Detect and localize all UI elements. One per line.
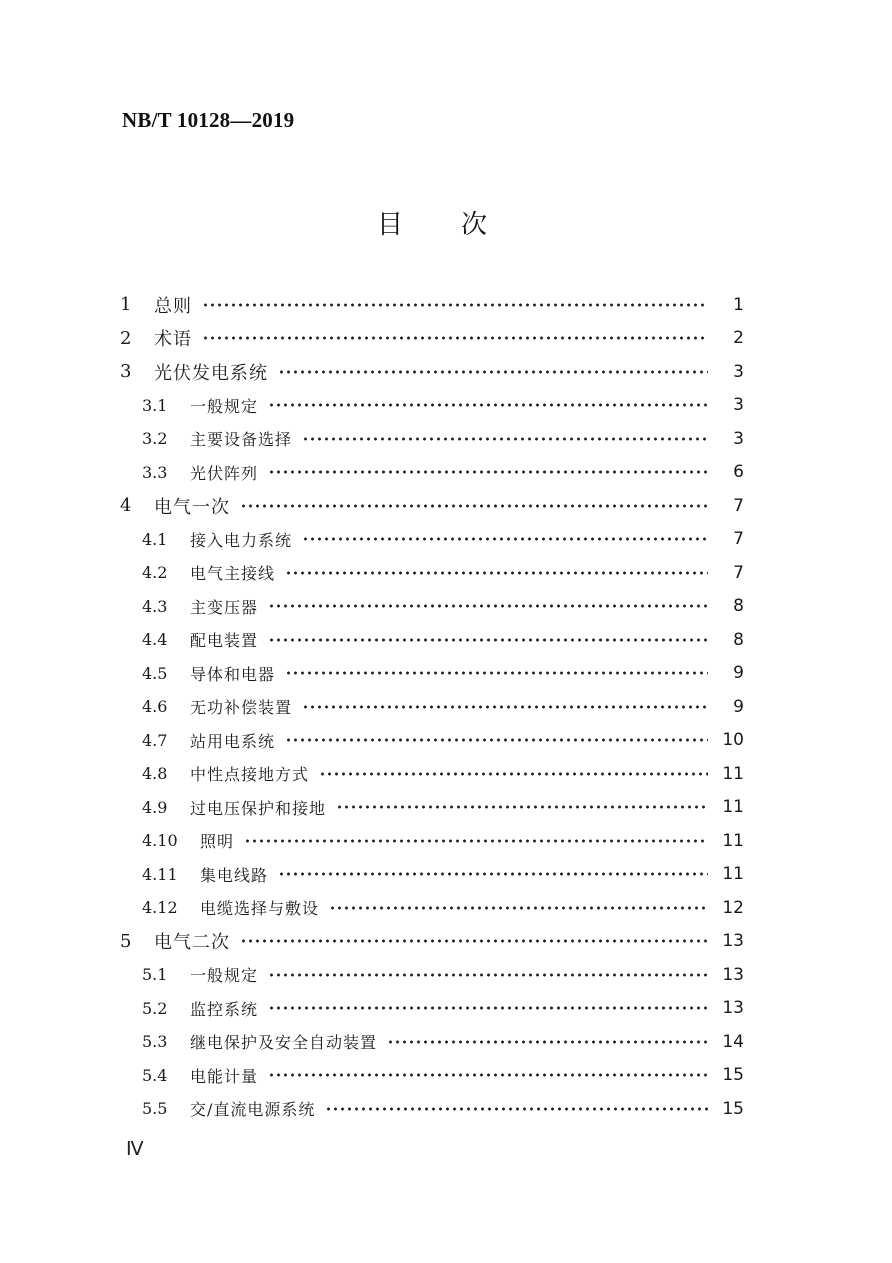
toc-entry[interactable] xyxy=(118,556,744,590)
toc-dot-leader xyxy=(268,469,708,475)
toc-dot-leader xyxy=(336,804,708,810)
toc-entry-label: 过电压保护和接地 xyxy=(190,798,327,818)
toc-entry-label: 配电装置 xyxy=(190,631,259,651)
toc-entry-label: 照明 xyxy=(200,832,235,852)
toc-entry-label: 导体和电器 xyxy=(190,664,276,684)
toc-entry-page: 9 xyxy=(733,663,744,684)
toc-entry-number: 5.3 xyxy=(142,1032,168,1052)
toc-entry-page: 3 xyxy=(733,395,744,416)
toc-entry-number: 4.8 xyxy=(142,764,168,784)
toc-dot-leader xyxy=(278,369,708,375)
toc-entry-number: 5.4 xyxy=(142,1065,168,1085)
toc-entry-label: 电气二次 xyxy=(154,932,230,954)
toc-entry-number: 4.4 xyxy=(142,630,168,650)
toc-entry-label: 光伏发电系统 xyxy=(154,362,268,384)
toc-entry[interactable] xyxy=(118,724,744,758)
toc-entry-number: 4.12 xyxy=(142,898,178,918)
toc-entry-page: 11 xyxy=(722,830,744,851)
toc-entry[interactable] xyxy=(118,456,744,490)
toc-dot-leader xyxy=(285,737,708,743)
toc-entry-label: 总则 xyxy=(154,295,192,317)
toc-dot-leader xyxy=(202,335,708,341)
toc-entry-page: 8 xyxy=(733,629,744,650)
toc-entry-page: 7 xyxy=(733,495,744,516)
toc-entry[interactable] xyxy=(118,657,744,691)
toc-entry-page: 10 xyxy=(722,730,744,751)
toc-entry-number: 5.1 xyxy=(142,965,168,985)
toc-entry[interactable] xyxy=(118,1025,744,1059)
toc-entry-label: 一般规定 xyxy=(190,396,259,416)
toc-dot-leader xyxy=(387,1039,708,1045)
toc-entry[interactable] xyxy=(118,523,744,557)
toc-entry-number: 3.1 xyxy=(142,395,168,415)
toc-dot-leader xyxy=(285,670,708,676)
standard-code: NB/T 10128—2019 xyxy=(122,108,295,132)
toc-dot-leader xyxy=(329,905,708,911)
toc-entry-number: 3 xyxy=(120,361,132,383)
toc-entry-number: 4.10 xyxy=(142,831,178,851)
toc-entry-number: 4.6 xyxy=(142,697,168,717)
toc-entry[interactable] xyxy=(118,422,744,456)
toc-dot-leader xyxy=(202,302,708,308)
toc-dot-leader xyxy=(268,603,708,609)
toc-entry-page: 15 xyxy=(722,1065,744,1086)
toc-entry-label: 电能计量 xyxy=(190,1066,259,1086)
toc-entry[interactable] xyxy=(118,690,744,724)
toc-entry-page: 11 xyxy=(722,864,744,885)
toc-entry-label: 术语 xyxy=(154,329,192,351)
toc-entry-number: 1 xyxy=(120,294,132,316)
toc-entry-page: 6 xyxy=(733,462,744,483)
toc-entry-label: 一般规定 xyxy=(190,966,259,986)
toc-entry[interactable] xyxy=(118,791,744,825)
toc-dot-leader xyxy=(268,1072,708,1078)
toc-dot-leader xyxy=(268,1005,708,1011)
toc-entry-number: 2 xyxy=(120,327,132,349)
toc-title: 目次 xyxy=(376,210,545,240)
toc-entry[interactable] xyxy=(118,757,744,791)
toc-entry[interactable] xyxy=(118,322,744,356)
toc-entry-page: 8 xyxy=(733,596,744,617)
toc-dot-leader xyxy=(278,871,708,877)
toc-entry-page: 3 xyxy=(733,428,744,449)
toc-entry[interactable] xyxy=(118,623,744,657)
toc-entry[interactable] xyxy=(118,590,744,624)
toc-entry-label: 主要设备选择 xyxy=(190,430,293,450)
toc-entry[interactable] xyxy=(118,288,744,322)
table-of-contents xyxy=(118,288,744,1126)
toc-dot-leader xyxy=(268,637,708,643)
toc-entry-page: 11 xyxy=(722,763,744,784)
toc-dot-leader xyxy=(302,436,708,442)
toc-entry-label: 接入电力系统 xyxy=(190,530,293,550)
toc-dot-leader xyxy=(244,838,708,844)
toc-entry-label: 集电线路 xyxy=(200,865,269,885)
toc-entry-label: 电气主接线 xyxy=(190,564,276,584)
toc-entry-label: 站用电系统 xyxy=(190,731,276,751)
toc-entry-label: 继电保护及安全自动装置 xyxy=(190,1033,378,1053)
toc-entry-number: 5.5 xyxy=(142,1099,168,1119)
toc-entry-label: 中性点接地方式 xyxy=(190,765,310,785)
toc-entry-page: 9 xyxy=(733,696,744,717)
toc-entry-page: 13 xyxy=(722,964,744,985)
toc-entry-page: 12 xyxy=(722,897,744,918)
toc-entry-page: 13 xyxy=(722,998,744,1019)
toc-entry[interactable] xyxy=(118,389,744,423)
toc-entry-page: 7 xyxy=(733,529,744,550)
toc-entry[interactable] xyxy=(118,858,744,892)
toc-entry-number: 4.7 xyxy=(142,730,168,750)
toc-entry-number: 4 xyxy=(120,495,132,517)
toc-dot-leader xyxy=(268,972,708,978)
toc-dot-leader xyxy=(240,938,708,944)
toc-entry[interactable] xyxy=(118,992,744,1026)
toc-entry[interactable] xyxy=(118,1059,744,1093)
toc-entry[interactable] xyxy=(118,1092,744,1126)
toc-entry-label: 光伏阵列 xyxy=(190,463,259,483)
toc-entry-label: 监控系统 xyxy=(190,999,259,1019)
toc-dot-leader xyxy=(285,570,708,576)
toc-entry-label: 电缆选择与敷设 xyxy=(200,899,320,919)
toc-entry-number: 3.3 xyxy=(142,462,168,482)
toc-dot-leader xyxy=(319,771,708,777)
toc-entry-page: 2 xyxy=(733,328,744,349)
toc-entry-number: 4.5 xyxy=(142,663,168,683)
toc-dot-leader xyxy=(302,536,708,542)
toc-entry-page: 1 xyxy=(733,294,744,315)
toc-entry-number: 4.11 xyxy=(142,864,178,884)
toc-entry-page: 11 xyxy=(722,797,744,818)
toc-entry[interactable] xyxy=(118,891,744,925)
toc-entry-page: 14 xyxy=(722,1031,744,1052)
toc-entry[interactable] xyxy=(118,925,744,959)
toc-dot-leader xyxy=(325,1106,708,1112)
toc-entry-label: 主变压器 xyxy=(190,597,259,617)
toc-entry-number: 4.1 xyxy=(142,529,168,549)
toc-dot-leader xyxy=(302,704,708,710)
toc-entry[interactable] xyxy=(118,824,744,858)
toc-entry-page: 7 xyxy=(733,562,744,583)
toc-entry-number: 5 xyxy=(120,930,132,952)
toc-entry-label: 电气一次 xyxy=(154,496,230,518)
toc-entry-page: 3 xyxy=(733,361,744,382)
page-number-footer: Ⅳ xyxy=(126,1139,144,1160)
toc-entry[interactable] xyxy=(118,489,744,523)
toc-entry-number: 3.2 xyxy=(142,429,168,449)
toc-entry-number: 4.3 xyxy=(142,596,168,616)
toc-entry-number: 4.9 xyxy=(142,797,168,817)
toc-entry[interactable] xyxy=(118,958,744,992)
toc-dot-leader xyxy=(268,402,708,408)
toc-entry-page: 13 xyxy=(722,931,744,952)
toc-entry-label: 无功补偿装置 xyxy=(190,698,293,718)
toc-entry[interactable] xyxy=(118,355,744,389)
toc-entry-label: 交/直流电源系统 xyxy=(190,1100,316,1120)
toc-entry-number: 5.2 xyxy=(142,998,168,1018)
toc-entry-page: 15 xyxy=(722,1098,744,1119)
toc-dot-leader xyxy=(240,503,708,509)
toc-entry-number: 4.2 xyxy=(142,563,168,583)
